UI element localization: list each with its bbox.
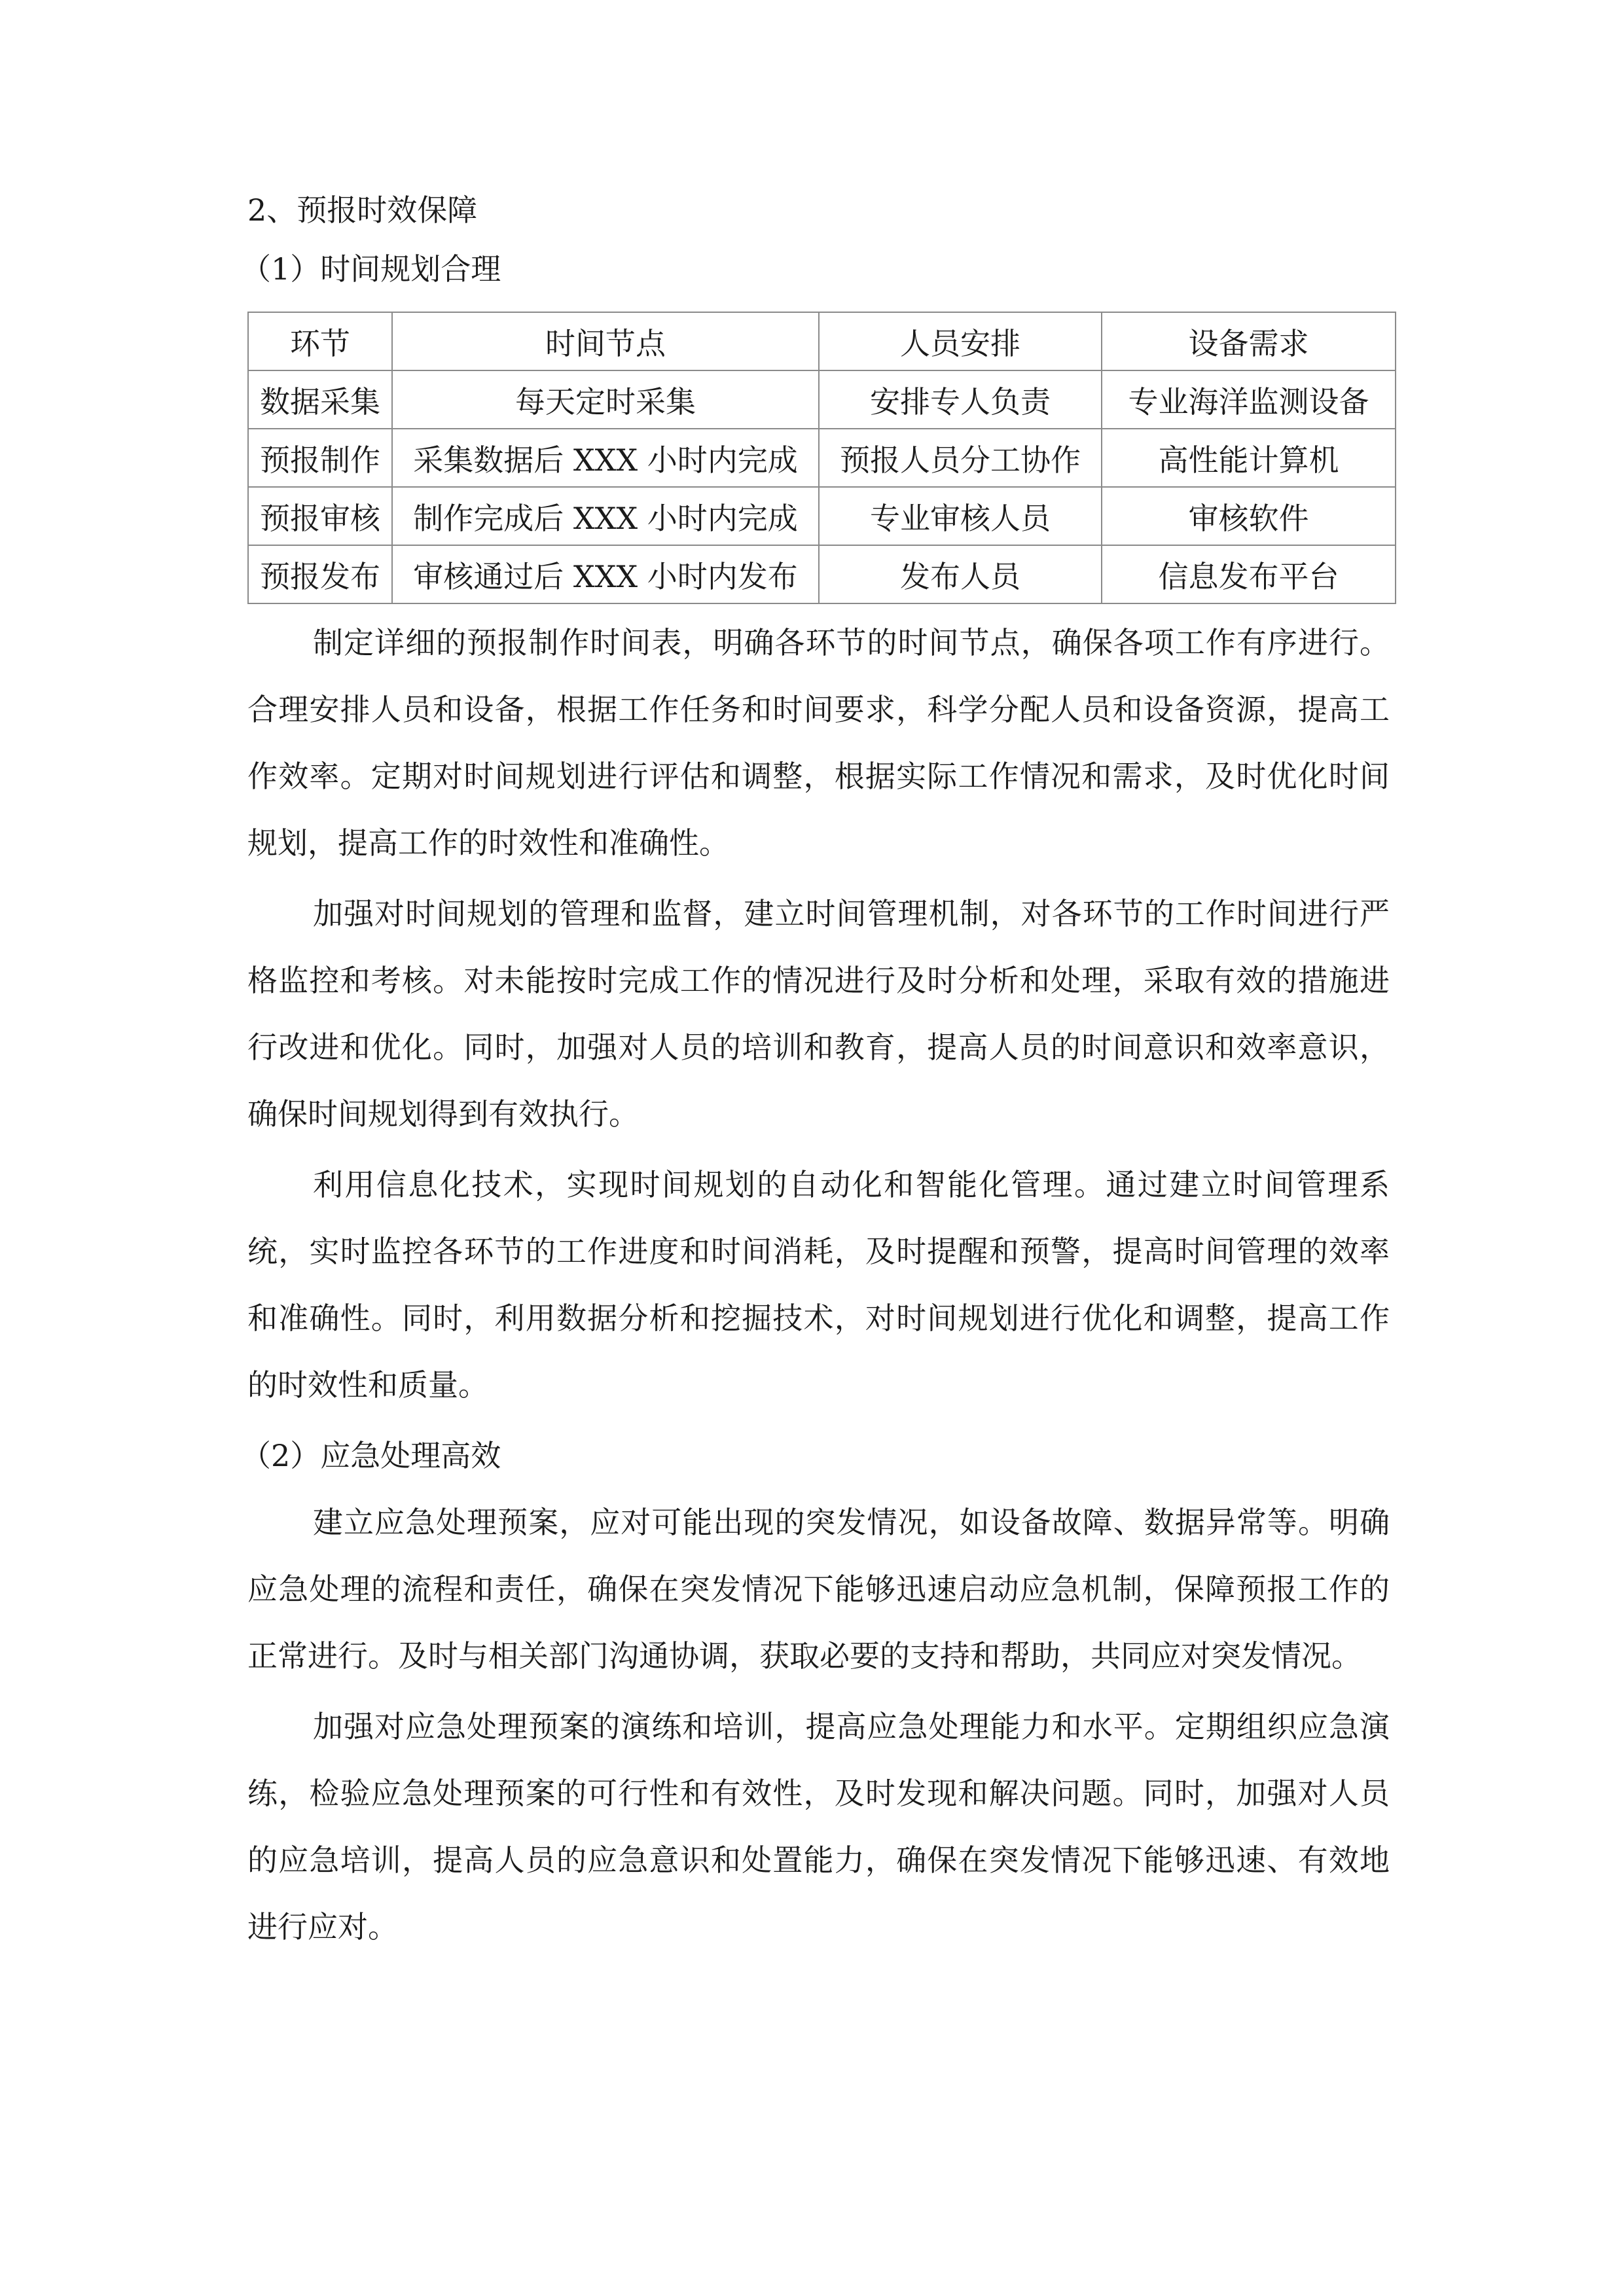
- table-header-cell: 人员安排: [819, 312, 1102, 370]
- table-cell: 预报人员分工协作: [819, 429, 1102, 487]
- paragraph: 建立应急处理预案，应对可能出现的突发情况，如设备故障、数据异常等。明确应急处理的流程和责任，确保在突发情况下能够迅速启动应急机制，保障预报工作的正常进行。及时与相关部门沟通协调，获取必要的支持和帮助，共同应对突发情况。: [247, 1505, 1390, 1674]
- table-cell: 预报制作: [248, 429, 392, 487]
- subsection-title-2: （2）应急处理高效: [241, 1438, 501, 1473]
- table-cell: 专业审核人员: [819, 487, 1102, 545]
- table-cell: 专业海洋监测设备: [1102, 370, 1396, 429]
- paragraph: 制定详细的预报制作时间表，明确各环节的时间节点，确保各项工作有序进行。合理安排人员和设备，根据工作任务和时间要求，科学分配人员和设备资源，提高工作效率。定期对时间规划进行评估和调整，根据实际工作情况和需求，及时优化时间规划，提高工作的时效性和准确性。: [247, 625, 1390, 861]
- table-cell: 安排专人负责: [819, 370, 1102, 429]
- table-row: [248, 370, 1396, 429]
- table-row: [248, 545, 1396, 603]
- table-header-cell: 时间节点: [392, 312, 819, 370]
- table-cell: 信息发布平台: [1102, 545, 1396, 603]
- table-cell: 制作完成后 XXX 小时内完成: [392, 487, 819, 545]
- schedule-table: [247, 312, 1396, 604]
- table-cell: 高性能计算机: [1102, 429, 1396, 487]
- paragraph: 加强对应急处理预案的演练和培训，提高应急处理能力和水平。定期组织应急演练，检验应急处理预案的可行性和有效性，及时发现和解决问题。同时，加强对人员的应急培训，提高人员的应急意识和处置能力，确保在突发情况下能够迅速、有效地进行应对。: [247, 1709, 1390, 1945]
- table-header-cell: 环节: [248, 312, 392, 370]
- subsection-title-1: （1）时间规划合理: [241, 251, 501, 287]
- table-cell: 审核软件: [1102, 487, 1396, 545]
- table-cell: 预报审核: [248, 487, 392, 545]
- table-header-cell: 设备需求: [1102, 312, 1396, 370]
- table-cell: 发布人员: [819, 545, 1102, 603]
- table-cell: 审核通过后 XXX 小时内发布: [392, 545, 819, 603]
- table-cell: 数据采集: [248, 370, 392, 429]
- table-header-row: [248, 312, 1396, 370]
- table-row: [248, 487, 1396, 545]
- table-cell: 预报发布: [248, 545, 392, 603]
- document-page: [241, 190, 1390, 1960]
- paragraph: 利用信息化技术，实现时间规划的自动化和智能化管理。通过建立时间管理系统，实时监控各环节的工作进度和时间消耗，及时提醒和预警，提高时间管理的效率和准确性。同时，利用数据分析和挖掘技术，对时间规划进行优化和调整，提高工作的时效性和质量。: [247, 1167, 1390, 1403]
- paragraph: 加强对时间规划的管理和监督，建立时间管理机制，对各环节的工作时间进行严格监控和考核。对未能按时完成工作的情况进行及时分析和处理，采取有效的措施进行改进和优化。同时，加强对人员的培训和教育，提高人员的时间意识和效率意识，确保时间规划得到有效执行。: [247, 896, 1390, 1132]
- table-cell: 每天定时采集: [392, 370, 819, 429]
- section-title: 2、预报时效保障: [247, 192, 478, 228]
- table-cell: 采集数据后 XXX 小时内完成: [392, 429, 819, 487]
- table-row: [248, 429, 1396, 487]
